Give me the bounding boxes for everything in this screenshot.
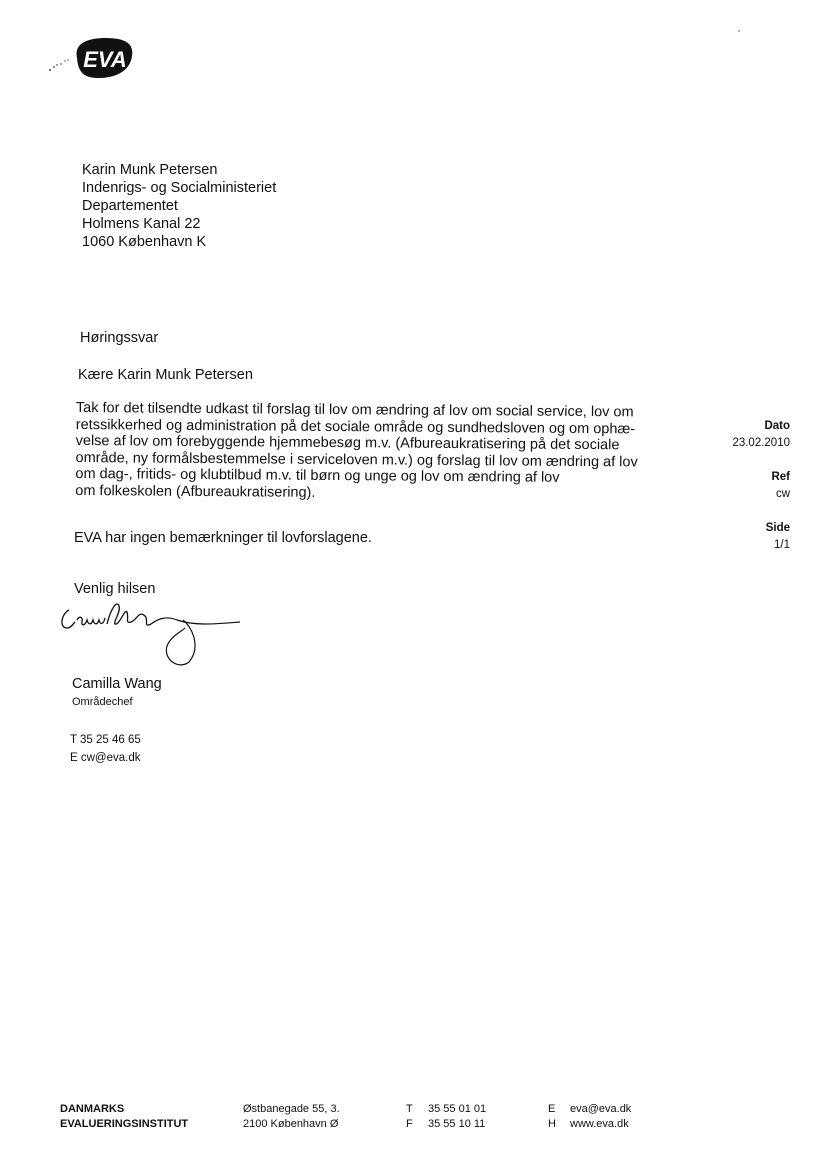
footer-web-key: H (548, 1118, 556, 1130)
footer-phone-key: T (406, 1103, 413, 1115)
body-line: område, ny formålsbestemmelse i serviceloven m.v.) og forslag til lov om ændring af lov (75, 449, 638, 471)
svg-text:EVA: EVA (83, 47, 127, 72)
ref-value: cw (775, 488, 790, 500)
date-label: Dato (764, 420, 790, 432)
date-value: 23.02.2010 (732, 437, 790, 449)
footer-email-key: E (548, 1103, 556, 1115)
footer-phone-value: 35 55 01 01 (428, 1103, 487, 1115)
signer-contact (70, 731, 141, 767)
footer-email-web (548, 1102, 631, 1132)
footer-fax-key: F (406, 1118, 413, 1130)
signer-email: E cw@eva.dk (70, 752, 141, 764)
eva-logo (44, 36, 136, 80)
letter-metadata (732, 418, 790, 571)
footer-org-line1: DANMARKS (60, 1103, 125, 1115)
body-line: velse af lov om forebyggende hjemmebesøg m.v. (Afbureaukratisering på det sociale (75, 433, 620, 454)
footer-org-line2: EVALUERINGSINSTITUT (60, 1118, 189, 1130)
recipient-address (82, 161, 276, 251)
letter-body (75, 400, 666, 504)
letter-remark: EVA har ingen bemærkninger til lovforslagene. (74, 530, 372, 546)
letter-subject: Høringssvar (80, 330, 159, 346)
body-line: Tak for det tilsendte udkast til forslag til lov om ændring af lov om social service, lov om (75, 400, 634, 421)
recipient-city: 1060 København K (82, 234, 207, 250)
recipient-street: Holmens Kanal 22 (82, 216, 201, 232)
footer-address-line2: 2100 København Ø (243, 1118, 339, 1130)
recipient-name: Karin Munk Petersen (82, 162, 218, 178)
handwritten-signature (55, 598, 245, 670)
recipient-department: Departementet (82, 198, 178, 214)
signer-phone: T 35 25 46 65 (70, 734, 141, 746)
footer-organization (60, 1102, 188, 1132)
body-line: om dag-, fritids- og klubtilbud m.v. til børn og unge og lov om ændring af lov (75, 466, 560, 487)
footer-phone-fax (406, 1102, 486, 1132)
page-value: 1/1 (774, 539, 790, 551)
footer-address (243, 1102, 340, 1132)
footer-fax-value: 35 55 10 11 (428, 1118, 486, 1130)
footer-address-line1: Østbanegade 55, 3. (243, 1103, 340, 1115)
scan-speck (738, 30, 740, 32)
body-line: om folkeskolen (Afbureaukratisering). (75, 482, 316, 501)
letter-greeting: Kære Karin Munk Petersen (78, 367, 253, 383)
signer-title: Områdechef (72, 696, 133, 708)
page-label: Side (765, 522, 790, 534)
ref-label: Ref (771, 471, 790, 483)
letter-closing: Venlig hilsen (74, 581, 156, 597)
signer-name: Camilla Wang (72, 676, 162, 692)
footer-email-value: eva@eva.dk (570, 1103, 632, 1115)
footer-web-value: www.eva.dk (570, 1118, 629, 1130)
recipient-ministry: Indenrigs- og Socialministeriet (82, 180, 277, 196)
body-line: retssikkerhed og administration på det sociale område og sundhedsloven og om ophæ- (75, 416, 636, 437)
